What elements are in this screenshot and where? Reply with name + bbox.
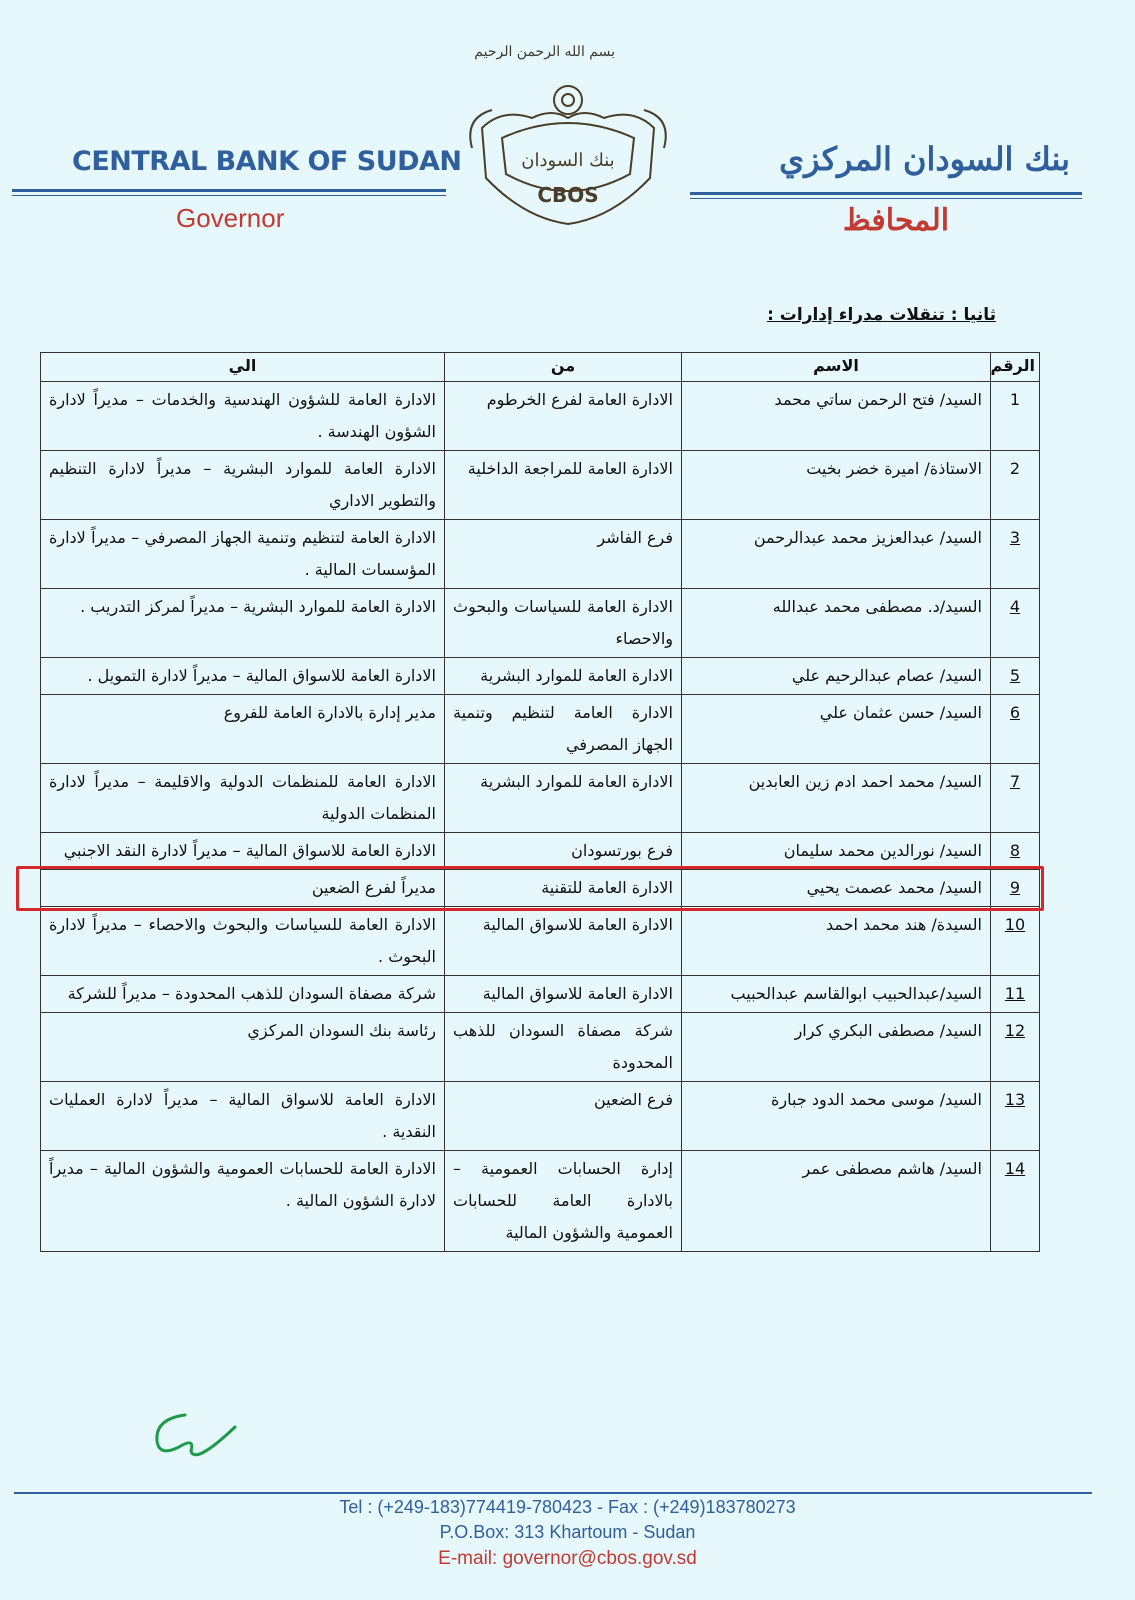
- row-from-cell: الادارة العامة لفرع الخرطوم: [445, 382, 682, 451]
- table-row: [41, 658, 1040, 695]
- row-to-cell: الادارة العامة للسياسات والبحوث والاحصاء – مديراً لادارة البحوث .: [41, 907, 445, 976]
- row-to-cell: الادارة العامة لتنظيم وتنمية الجهاز المصرفي – مديراً لادارة المؤسسات المالية .: [41, 520, 445, 589]
- table-row: [41, 520, 1040, 589]
- header-rule-right-thin: [690, 198, 1082, 199]
- row-to-cell: رئاسة بنك السودان المركزي: [41, 1013, 445, 1082]
- row-to-cell: الادارة العامة للشؤون الهندسية والخدمات – مديراً لادارة الشؤون الهندسة .: [41, 382, 445, 451]
- footer-po-box: P.O.Box: 313 Khartoum - Sudan: [439, 1522, 696, 1542]
- row-from-cell: فرع بورتسودان: [445, 833, 682, 870]
- row-name-cell: السيد/ عبدالعزيز محمد عبدالرحمن: [682, 520, 991, 589]
- row-number-cell: 4: [991, 589, 1040, 658]
- row-from-cell: الادارة العامة للمراجعة الداخلية: [445, 451, 682, 520]
- table-row: [41, 1013, 1040, 1082]
- highlight-box-row-9: [16, 866, 1044, 911]
- header-rule-right: [690, 192, 1082, 195]
- row-to-cell: الادارة العامة للموارد البشرية – مديراً لمركز التدريب .: [41, 589, 445, 658]
- header-number: الرقم: [991, 353, 1040, 382]
- table-row: [41, 1082, 1040, 1151]
- row-name-cell: السيد/ موسى محمد الدود جبارة: [682, 1082, 991, 1151]
- row-from-cell: الادارة العامة لتنظيم وتنمية الجهاز المصرفي: [445, 695, 682, 764]
- row-to-cell: الادارة العامة للاسواق المالية – مديراً لادارة النقد الاجنبي: [41, 833, 445, 870]
- basmala: بسم الله الرحمن الرحيم: [474, 44, 615, 60]
- row-from-cell: الادارة العامة للموارد البشرية: [445, 658, 682, 695]
- handwritten-signature: [145, 1407, 245, 1467]
- row-name-cell: السيد/ مصطفى البكري كرار: [682, 1013, 991, 1082]
- row-number-cell: 7: [991, 764, 1040, 833]
- row-from-cell: إدارة الحسابات العمومية – بالادارة العامة للحسابات العمومية والشؤون المالية: [445, 1151, 682, 1252]
- office-title-arabic: المحافظ: [842, 203, 950, 238]
- row-to-cell: مديراً لفرع الضعين: [41, 870, 445, 907]
- row-number-cell: 2: [991, 451, 1040, 520]
- row-name-cell: الاستاذة/ اميرة خضر بخيت: [682, 451, 991, 520]
- row-name-cell: السيد/ نورالدين محمد سليمان: [682, 833, 991, 870]
- row-from-cell: الادارة العامة للتقنية: [445, 870, 682, 907]
- table-row: [41, 764, 1040, 833]
- row-from-cell: شركة مصفاة السودان للذهب المحدودة: [445, 1013, 682, 1082]
- emblem-cbos-text: CBOS: [537, 183, 599, 207]
- row-from-cell: الادارة العامة للموارد البشرية: [445, 764, 682, 833]
- office-title-english: Governor: [176, 203, 285, 233]
- row-number-cell: 6: [991, 695, 1040, 764]
- row-to-cell: الادارة العامة للمنظمات الدولية والاقليمة – مديراً لادارة المنظمات الدولية: [41, 764, 445, 833]
- row-to-cell: الادارة العامة للاسواق المالية – مديراً لادارة التمويل .: [41, 658, 445, 695]
- row-number-cell: 14: [991, 1151, 1040, 1252]
- row-name-cell: السيد/ محمد احمد ادم زين العابدين: [682, 764, 991, 833]
- table-body: [41, 382, 1040, 1252]
- row-from-cell: الادارة العامة للاسواق المالية: [445, 976, 682, 1013]
- table-row: [41, 907, 1040, 976]
- bank-name-arabic: بنك السودان المركزي: [779, 140, 1070, 178]
- row-number-cell: 9: [991, 870, 1040, 907]
- row-number-cell: 10: [991, 907, 1040, 976]
- header-name: الاسم: [682, 353, 991, 382]
- table-header-row: [41, 353, 1040, 382]
- svg-text:بنك السودان: بنك السودان: [521, 150, 615, 171]
- row-to-cell: شركة مصفاة السودان للذهب المحدودة – مديراً للشركة: [41, 976, 445, 1013]
- row-from-cell: فرع الضعين: [445, 1082, 682, 1151]
- row-to-cell: الادارة العامة للاسواق المالية – مديراً لادارة العمليات النقدية .: [41, 1082, 445, 1151]
- footer-email: E-mail: governor@cbos.gov.sd: [438, 1548, 697, 1569]
- table-row: [41, 1151, 1040, 1252]
- table-row: [41, 589, 1040, 658]
- row-name-cell: السيد/ حسن عثمان علي: [682, 695, 991, 764]
- row-number-cell: 3: [991, 520, 1040, 589]
- header-rule-left: [12, 189, 446, 192]
- header-rule-left-thin: [12, 195, 446, 196]
- row-to-cell: الادارة العامة للموارد البشرية – مديراً لادارة التنظيم والتطوير الاداري: [41, 451, 445, 520]
- table-row: [41, 976, 1040, 1013]
- footer-telephone-fax: Tel : (+249-183)774419-780423 - Fax : (+249)183780273: [339, 1497, 796, 1517]
- transfers-table: [40, 352, 1040, 1252]
- row-name-cell: السيد/ فتح الرحمن ساتي محمد: [682, 382, 991, 451]
- row-from-cell: فرع الفاشر: [445, 520, 682, 589]
- cbos-emblem-logo: [462, 78, 674, 226]
- table-row: [41, 833, 1040, 870]
- table-row: [41, 382, 1040, 451]
- row-to-cell: مدير إدارة بالادارة العامة للفروع: [41, 695, 445, 764]
- row-number-cell: 5: [991, 658, 1040, 695]
- row-from-cell: الادارة العامة للاسواق المالية: [445, 907, 682, 976]
- row-name-cell: السيد/ هاشم مصطفى عمر: [682, 1151, 991, 1252]
- row-name-cell: السيد/ عصام عبدالرحيم علي: [682, 658, 991, 695]
- row-name-cell: السيدة/ هند محمد احمد: [682, 907, 991, 976]
- bank-name-english: CENTRAL BANK OF SUDAN: [72, 146, 462, 177]
- footer-rule: [14, 1492, 1092, 1494]
- row-name-cell: السيد/د. مصطفى محمد عبدالله: [682, 589, 991, 658]
- header-from: من: [445, 353, 682, 382]
- header-to: الي: [41, 353, 445, 382]
- row-name-cell: السيد/عبدالحبيب ابوالقاسم عبدالحبيب: [682, 976, 991, 1013]
- row-to-cell: الادارة العامة للحسابات العمومية والشؤون المالية – مديراً لادارة الشؤون المالية .: [41, 1151, 445, 1252]
- row-number-cell: 11: [991, 976, 1040, 1013]
- table-row: [41, 451, 1040, 520]
- row-number-cell: 1: [991, 382, 1040, 451]
- table-row: [41, 695, 1040, 764]
- row-number-cell: 13: [991, 1082, 1040, 1151]
- row-name-cell: السيد/ محمد عصمت يحيي: [682, 870, 991, 907]
- section-title: ثانيا : تنقلات مدراء إدارات :: [767, 305, 996, 325]
- row-number-cell: 8: [991, 833, 1040, 870]
- row-number-cell: 12: [991, 1013, 1040, 1082]
- row-from-cell: الادارة العامة للسياسات والبحوث والاحصاء: [445, 589, 682, 658]
